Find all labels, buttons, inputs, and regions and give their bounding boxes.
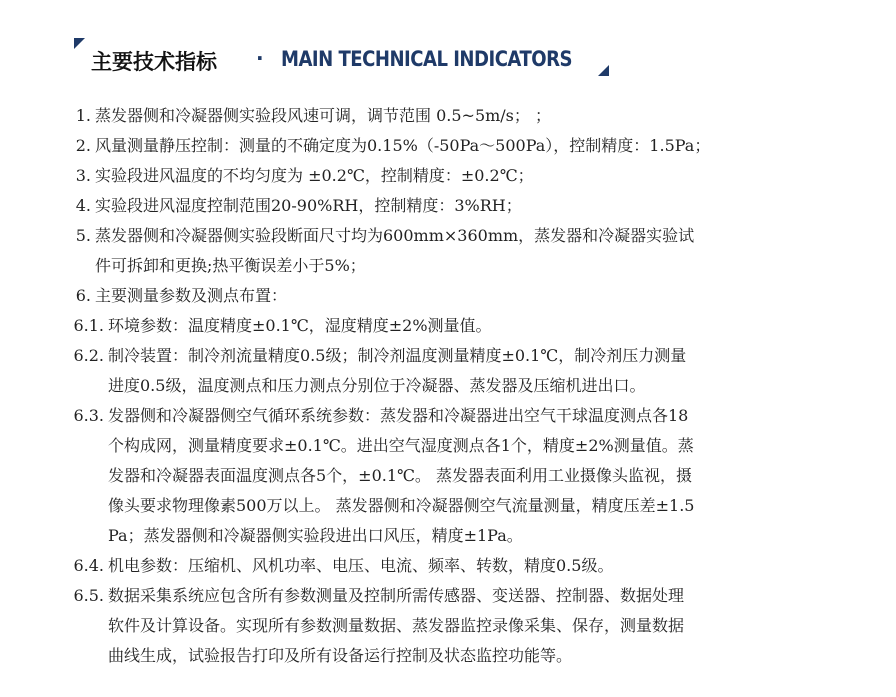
item-text-line: 件可拆卸和更换;热平衡误差小于5%； bbox=[95, 256, 366, 275]
item-text-line: 软件及计算设备。实现所有参数测量数据、蒸发器监控录像采集、保存，测量数据 bbox=[108, 616, 685, 635]
item-text-line: 实验段进风湿度控制范围20-90%RH，控制精度：3%RH； bbox=[95, 196, 522, 215]
corner-bracket-bottom-right-icon bbox=[598, 65, 609, 76]
item-number: 2. bbox=[75, 136, 91, 155]
item-text-line: 制冷装置：制冷剂流量精度0.5级；制冷剂温度测量精度±0.1℃，制冷剂压力测量 bbox=[108, 346, 687, 365]
item-number: 6.2. bbox=[73, 346, 104, 365]
item-text-line: 主要测量参数及测点布置： bbox=[95, 286, 288, 305]
section-title-chinese: 主要技术指标 bbox=[91, 50, 217, 74]
item-text-line: 风量测量静压控制：测量的不确定度为0.15%（-50Pa～500Pa），控制精度：1.5Pa； bbox=[95, 136, 711, 155]
item-text-line: Pa；蒸发器侧和冷凝器侧实验段进出口风压，精度±1Pa。 bbox=[108, 526, 523, 545]
item-text-line: 像头要求物理像素500万以上。 蒸发器侧和冷凝器侧空气流量测量，精度压差±1.5 bbox=[108, 496, 695, 515]
item-text-line: 机电参数：压缩机、风机功率、电压、电流、频率、转数，精度0.5级。 bbox=[108, 556, 614, 575]
title-separator: · bbox=[256, 46, 264, 70]
item-number: 6.5. bbox=[73, 586, 104, 605]
item-number: 6.4. bbox=[73, 556, 104, 575]
section-header bbox=[74, 38, 614, 82]
item-text-line: 蒸发器侧和冷凝器侧实验段断面尺寸均为600mm×360mm，蒸发器和冷凝器实验试 bbox=[95, 226, 695, 245]
section-title-english: MAIN TECHNICAL INDICATORS bbox=[281, 47, 573, 71]
item-text-line: 个构成网，测量精度要求±0.1℃。进出空气湿度测点各1个，精度±2%测量值。蒸 bbox=[108, 436, 694, 455]
item-text-line: 发器侧和冷凝器侧空气循环系统参数：蒸发器和冷凝器进出空气干球温度测点各18 bbox=[108, 406, 689, 425]
item-text-line: 数据采集系统应包含所有参数测量及控制所需传感器、变送器、控制器、数据处理 bbox=[108, 586, 685, 605]
item-text-line: 发器和冷凝器表面温度测点各5个，±0.1℃。 蒸发器表面利用工业摄像头监视，摄 bbox=[108, 466, 693, 485]
item-number: 6.3. bbox=[73, 406, 104, 425]
item-number: 5. bbox=[75, 226, 91, 245]
item-number: 6.1. bbox=[73, 316, 104, 335]
corner-bracket-top-left-icon bbox=[74, 38, 85, 49]
item-number: 1. bbox=[75, 106, 91, 125]
item-text-line: 环境参数：温度精度±0.1℃，湿度精度±2%测量值。 bbox=[108, 316, 492, 335]
item-number: 4. bbox=[75, 196, 91, 215]
item-text-line: 蒸发器侧和冷凝器侧实验段风速可调，调节范围 0.5~5m/s； ； bbox=[95, 106, 551, 125]
item-number: 3. bbox=[75, 166, 91, 185]
item-text-line: 实验段进风温度的不均匀度为 ±0.2℃，控制精度：±0.2℃； bbox=[95, 166, 534, 185]
item-number: 6. bbox=[75, 286, 91, 305]
item-text-line: 进度0.5级，温度测点和压力测点分别位于冷凝器、蒸发器及压缩机进出口。 bbox=[108, 376, 646, 395]
item-text-line: 曲线生成，试验报告打印及所有设备运行控制及状态监控功能等。 bbox=[108, 646, 573, 665]
